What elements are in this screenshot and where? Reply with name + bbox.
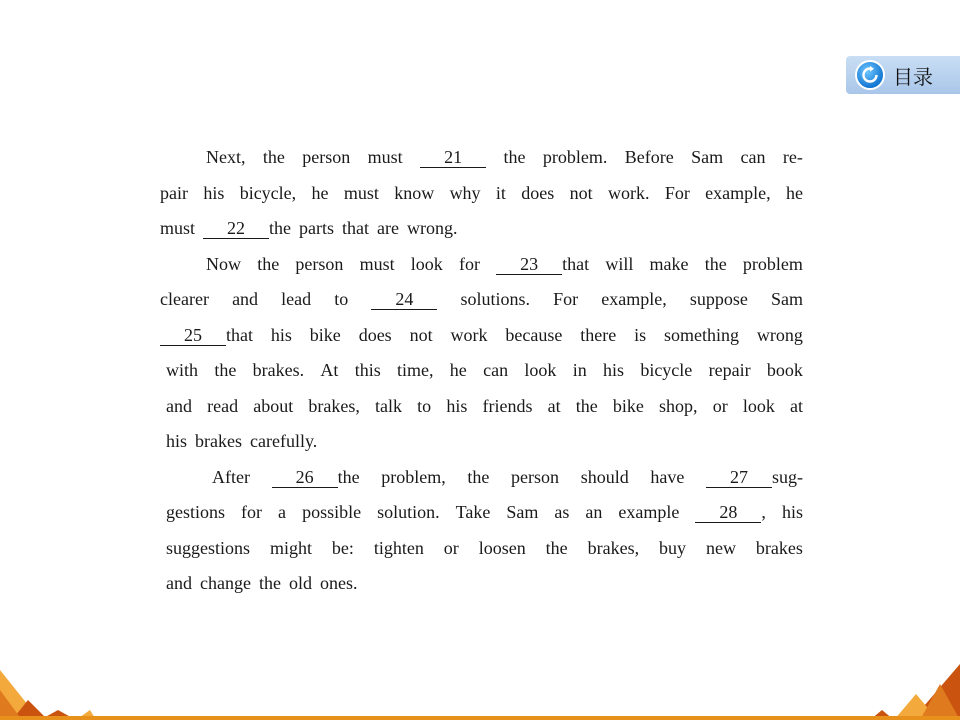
word: he bbox=[311, 182, 329, 203]
blank-25: 25 bbox=[160, 325, 226, 346]
passage-line bbox=[160, 282, 803, 318]
word: brakes. bbox=[252, 360, 305, 380]
word: not bbox=[409, 324, 433, 345]
word: At bbox=[320, 360, 339, 380]
word: For bbox=[664, 182, 690, 203]
word: sug- bbox=[771, 466, 803, 487]
word: is bbox=[634, 324, 647, 345]
passage-line bbox=[160, 353, 803, 389]
word: must bbox=[359, 253, 395, 274]
word: be: bbox=[331, 537, 354, 558]
word: shop, bbox=[659, 395, 698, 416]
word: problem bbox=[742, 253, 803, 274]
word: change bbox=[200, 573, 251, 593]
word: Take bbox=[455, 502, 491, 522]
word: old bbox=[288, 573, 312, 593]
word: his bbox=[446, 395, 468, 416]
word: might bbox=[269, 537, 312, 558]
word: bicycle bbox=[640, 360, 693, 380]
passage-line bbox=[160, 531, 803, 567]
word: his bbox=[603, 360, 625, 380]
word: his bbox=[203, 182, 225, 203]
word: to bbox=[334, 289, 349, 309]
word: bicycle, bbox=[239, 182, 297, 203]
word: buy bbox=[659, 537, 687, 558]
word: and bbox=[232, 289, 259, 309]
word: possible bbox=[302, 502, 362, 522]
word: example, bbox=[705, 182, 771, 203]
word: new bbox=[705, 537, 736, 558]
word: look bbox=[742, 395, 775, 416]
word: his bbox=[270, 324, 292, 345]
blank-group bbox=[203, 211, 291, 247]
word: ones. bbox=[319, 573, 358, 593]
word: not bbox=[569, 182, 593, 203]
word: in bbox=[572, 360, 587, 380]
word: For bbox=[553, 289, 579, 309]
word: there bbox=[580, 324, 617, 345]
word: for bbox=[241, 502, 263, 522]
word: work. bbox=[607, 182, 650, 203]
word: the bbox=[337, 466, 360, 487]
word: Sam bbox=[691, 147, 724, 167]
refresh-circle-icon bbox=[855, 60, 885, 90]
word: must bbox=[160, 218, 196, 238]
bottom-accent-line bbox=[0, 716, 960, 720]
word: work bbox=[450, 324, 488, 345]
word: wrong. bbox=[407, 218, 458, 238]
blank-group bbox=[420, 140, 486, 176]
word: an bbox=[585, 502, 603, 522]
word: suppose bbox=[689, 289, 748, 309]
word: , bbox=[761, 502, 766, 522]
word: or bbox=[712, 395, 728, 416]
word: person bbox=[302, 147, 351, 167]
word: book bbox=[766, 360, 803, 380]
blank-group bbox=[371, 282, 437, 318]
word: person bbox=[295, 253, 344, 274]
word: Sam bbox=[770, 289, 803, 309]
passage-line bbox=[160, 460, 803, 496]
word: he bbox=[786, 182, 803, 203]
word: After bbox=[212, 466, 250, 487]
word: his bbox=[166, 431, 188, 451]
word: will bbox=[605, 253, 634, 274]
word: the bbox=[214, 360, 237, 380]
passage-line bbox=[160, 140, 803, 176]
toc-button[interactable] bbox=[846, 56, 960, 94]
corner-decoration-right bbox=[860, 664, 960, 720]
blank-24: 24 bbox=[371, 289, 437, 310]
word: must bbox=[343, 182, 379, 203]
word: that bbox=[342, 218, 370, 238]
word: why bbox=[449, 182, 481, 203]
word: look bbox=[410, 253, 443, 274]
word: repair bbox=[708, 360, 751, 380]
word: Now bbox=[206, 253, 241, 274]
word: have bbox=[650, 466, 685, 487]
word: to bbox=[417, 395, 432, 416]
word: example bbox=[618, 502, 680, 522]
word: this bbox=[354, 360, 381, 380]
blank-26: 26 bbox=[272, 467, 338, 488]
word: bike bbox=[309, 324, 341, 345]
word: does bbox=[358, 324, 392, 345]
word: should bbox=[580, 466, 629, 487]
word: about bbox=[253, 395, 294, 416]
word: and bbox=[166, 395, 192, 416]
word: the bbox=[545, 537, 568, 558]
word: problem. bbox=[542, 147, 608, 167]
word: the bbox=[467, 466, 490, 487]
word: talk bbox=[375, 395, 403, 416]
word: brakes bbox=[755, 537, 803, 558]
blank-22: 22 bbox=[203, 218, 269, 239]
passage-line bbox=[160, 566, 803, 602]
word: lead bbox=[281, 289, 312, 309]
blank-group bbox=[160, 318, 253, 354]
blank-group bbox=[706, 460, 803, 496]
word: are bbox=[377, 218, 399, 238]
word: does bbox=[521, 182, 555, 203]
word: a bbox=[278, 502, 287, 522]
word: with bbox=[166, 360, 199, 380]
word: bike bbox=[612, 395, 644, 416]
word: Sam bbox=[506, 502, 539, 522]
word: Next, bbox=[206, 147, 246, 167]
word: carefully. bbox=[250, 431, 318, 451]
passage-line bbox=[160, 318, 803, 354]
word: wrong bbox=[756, 324, 803, 345]
word: re- bbox=[782, 147, 803, 167]
word: solution. bbox=[377, 502, 440, 522]
word: suggestions bbox=[166, 537, 251, 558]
word: example, bbox=[601, 289, 667, 309]
blank-28: 28 bbox=[695, 502, 761, 523]
passage-line bbox=[160, 389, 803, 425]
word: can bbox=[483, 360, 509, 380]
word: friends bbox=[482, 395, 533, 416]
word: the bbox=[704, 253, 727, 274]
word: person bbox=[511, 466, 560, 487]
word: time, bbox=[397, 360, 434, 380]
word: read bbox=[207, 395, 239, 416]
word: Before bbox=[624, 147, 674, 167]
word: it bbox=[495, 182, 506, 203]
word: brakes, bbox=[587, 537, 640, 558]
toc-label: 目录 bbox=[893, 64, 933, 89]
passage-line bbox=[160, 176, 803, 212]
word: solutions. bbox=[460, 289, 531, 309]
blank-group bbox=[272, 460, 360, 496]
word: brakes, bbox=[308, 395, 360, 416]
word: because bbox=[505, 324, 563, 345]
word: gestions bbox=[166, 502, 226, 522]
word: the bbox=[269, 218, 292, 238]
word: know bbox=[394, 182, 435, 203]
word: the bbox=[262, 147, 285, 167]
word: tighten bbox=[373, 537, 424, 558]
word: something bbox=[664, 324, 740, 345]
word: pair bbox=[160, 182, 188, 203]
word: as bbox=[554, 502, 570, 522]
blank-group bbox=[496, 247, 589, 283]
passage-line bbox=[160, 211, 803, 247]
word: and bbox=[166, 573, 192, 593]
word: at bbox=[547, 395, 561, 416]
word: parts bbox=[299, 218, 335, 238]
word: for bbox=[458, 253, 480, 274]
passage-line bbox=[160, 247, 803, 283]
word: the bbox=[258, 573, 281, 593]
word: brakes bbox=[195, 431, 242, 451]
passage-line bbox=[160, 424, 803, 460]
word: or bbox=[443, 537, 459, 558]
corner-decoration-left bbox=[0, 660, 100, 720]
word: the bbox=[575, 395, 598, 416]
word: must bbox=[367, 147, 403, 167]
word: loosen bbox=[478, 537, 526, 558]
passage-line bbox=[160, 495, 803, 531]
blank-group bbox=[695, 495, 766, 531]
word: the bbox=[503, 147, 526, 167]
word: that bbox=[562, 253, 590, 274]
word: make bbox=[649, 253, 689, 274]
word: that bbox=[226, 324, 253, 345]
word: at bbox=[789, 395, 803, 416]
blank-23: 23 bbox=[496, 254, 562, 275]
word: he bbox=[449, 360, 467, 380]
blank-21: 21 bbox=[420, 147, 486, 168]
word: his bbox=[781, 502, 803, 522]
blank-27: 27 bbox=[706, 467, 772, 488]
word: the bbox=[257, 253, 280, 274]
passage bbox=[160, 140, 803, 602]
word: can bbox=[740, 147, 766, 167]
word: look bbox=[524, 360, 557, 380]
word: clearer bbox=[160, 289, 209, 309]
word: problem, bbox=[381, 466, 446, 487]
